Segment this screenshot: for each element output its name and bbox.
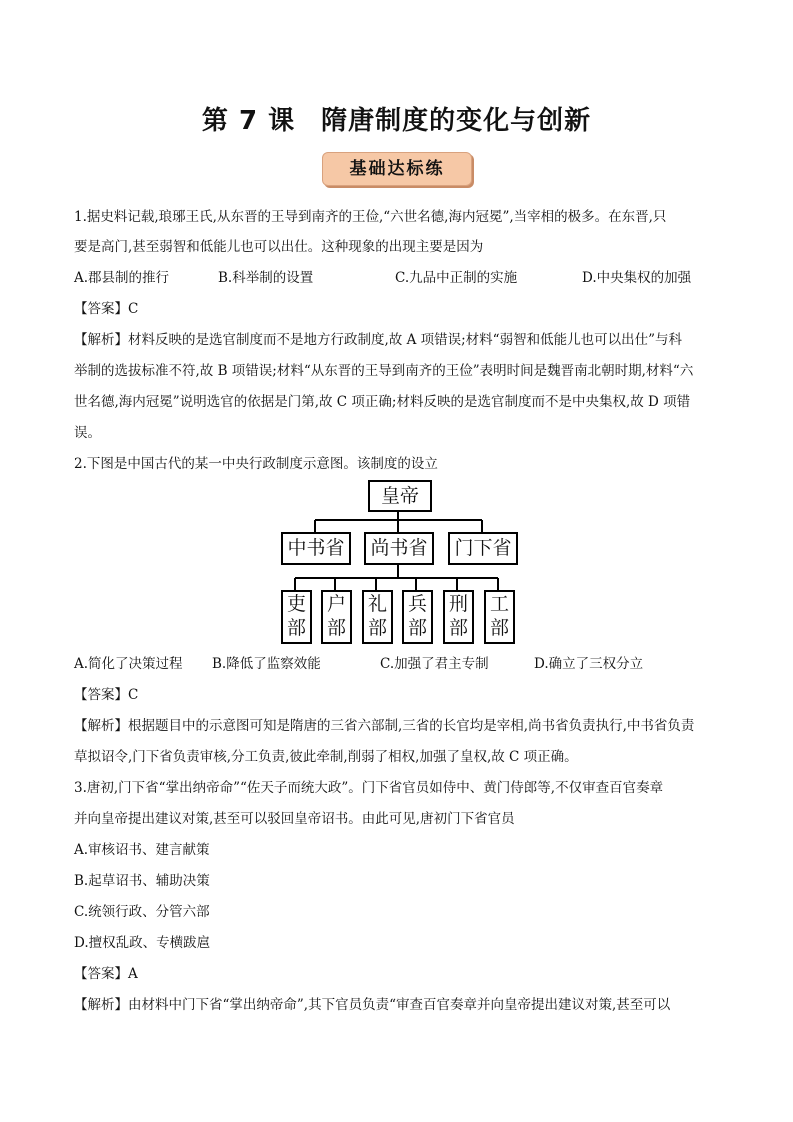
menxia-box: 门下省 xyxy=(448,532,518,565)
li-ministry-box xyxy=(281,590,312,644)
hu-ministry-char1: 户 xyxy=(326,593,346,615)
q2-analysis-line1: 【解析】根据题目中的示意图可知是隋唐的三省六部制,三省的长官均是宰相,尚书省负责执行,中书省负责 xyxy=(74,718,695,734)
shangshu-box: 尚书省 xyxy=(364,532,434,565)
q3-answer: 【答案】A xyxy=(74,966,138,982)
q2-option-d: D.确立了三权分立 xyxy=(534,656,644,672)
rites-ministry-char2: 部 xyxy=(367,617,387,639)
q3-stem-line2: 并向皇帝提出建议对策,甚至可以驳回皇帝诏书。由此可见,唐初门下省官员 xyxy=(74,811,515,827)
q1-analysis-line1: 【解析】材料反映的是选官制度而不是地方行政制度,故 A 项错误;材料“弱智和低能儿也可以出仕”与科 xyxy=(74,332,682,348)
q1-option-a: A.郡县制的推行 xyxy=(74,270,170,286)
justice-ministry-char1: 刑 xyxy=(448,593,468,615)
section-badge: 基础达标练 xyxy=(322,152,472,186)
works-ministry-box xyxy=(484,590,515,644)
q3-option-c: C.统领行政、分管六部 xyxy=(74,904,210,920)
li-ministry-char2: 部 xyxy=(286,617,306,639)
q1-stem-line1: 1.据史料记载,琅琊王氏,从东晋的王导到南齐的王俭,“六世名德,海内冠冕”,当宰相的极多。在东晋,只 xyxy=(74,209,667,225)
lesson-number: 第 7 课 xyxy=(201,106,296,136)
q2-option-c: C.加强了君主专制 xyxy=(380,656,489,672)
zhongshu-box: 中书省 xyxy=(281,532,351,565)
q2-analysis-line2: 草拟诏令,门下省负责审核,分工负责,彼此牵制,削弱了相权,加强了皇权,故 C 项正确。 xyxy=(74,749,578,765)
q3-analysis-line1: 【解析】由材料中门下省“掌出纳帝命”,其下官员负责“审查百官奏章并向皇帝提出建议对策,甚至可以 xyxy=(74,997,671,1013)
q1-option-b: B.科举制的设置 xyxy=(218,270,314,286)
war-ministry-box xyxy=(402,590,433,644)
works-ministry-char1: 工 xyxy=(489,593,509,615)
q2-option-a: A.简化了决策过程 xyxy=(74,656,183,672)
q3-option-b: B.起草诏书、辅助决策 xyxy=(74,873,210,889)
q1-option-c: C.九品中正制的实施 xyxy=(395,270,518,286)
q3-option-d: D.擅权乱政、专横跋扈 xyxy=(74,935,211,951)
q1-analysis-line4: 误。 xyxy=(74,425,101,441)
q2-answer: 【答案】C xyxy=(74,687,139,703)
lesson-name: 隋唐制度的变化与创新 xyxy=(321,106,592,136)
war-ministry-char1: 兵 xyxy=(407,593,427,615)
works-ministry-char2: 部 xyxy=(489,617,509,639)
q3-stem-line1: 3.唐初,门下省“掌出纳帝命”“佐天子而统大政”。门下省官员如侍中、黄门侍郎等,不仅审查百官奏章 xyxy=(74,780,664,796)
q2-option-b: B.降低了监察效能 xyxy=(212,656,321,672)
justice-ministry-box xyxy=(443,590,474,644)
li-ministry-char1: 吏 xyxy=(286,593,306,615)
q1-answer: 【答案】C xyxy=(74,301,139,317)
emperor-box: 皇帝 xyxy=(368,480,432,512)
war-ministry-char2: 部 xyxy=(407,617,427,639)
q1-analysis-line3: 世名德,海内冠冕”说明选官的依据是门第,故 C 项正确;材料反映的是选官制度而不是中央集权,故 D 项错 xyxy=(74,394,691,410)
q1-option-d: D.中央集权的加强 xyxy=(582,270,692,286)
q2-stem: 2.下图是中国古代的某一中央行政制度示意图。该制度的设立 xyxy=(74,456,438,472)
q1-analysis-line2: 举制的选拔标准不符,故 B 项错误;材料“从东晋的王导到南齐的王俭”表明时间是魏晋南北朝时期,材料“六 xyxy=(74,363,694,379)
hu-ministry-char2: 部 xyxy=(326,617,346,639)
justice-ministry-char2: 部 xyxy=(448,617,468,639)
rites-ministry-box xyxy=(362,590,393,644)
q3-option-a: A.审核诏书、建言献策 xyxy=(74,842,210,858)
q1-stem-line2: 要是高门,甚至弱智和低能儿也可以出仕。这种现象的出现主要是因为 xyxy=(74,239,484,255)
hu-ministry-box xyxy=(321,590,352,644)
rites-ministry-char1: 礼 xyxy=(367,593,387,615)
